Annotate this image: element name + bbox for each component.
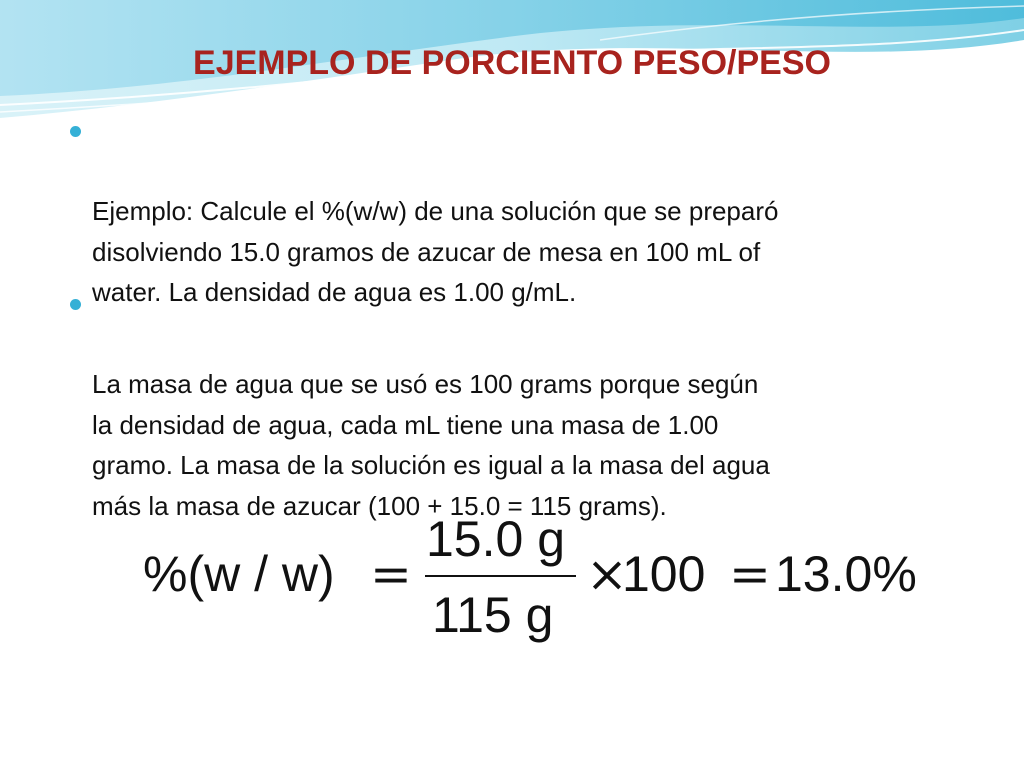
slide-title: EJEMPLO DE PORCIENTO PESO/PESO [193, 44, 831, 82]
fraction-bar [425, 575, 576, 577]
formula-factor: 100 [622, 546, 706, 602]
formula-result: 13.0% [775, 546, 917, 602]
formula-lhs: %(w / w) [143, 546, 335, 602]
bullet-text: La masa de agua que se usó es 100 grams porque según la densidad de agua, cada mL tiene una masa de 1.00 gramo. La masa de la solución es igual a la masa del agua más la masa de azucar (100 + 15.0 = 115 grams). [92, 369, 770, 521]
formula-numerator: 15.0 g [426, 511, 566, 567]
bullet-text: Ejemplo: Calcule el %(w/w) de una solución que se preparó disolviendo 15.0 gramos de azucar de mesa en 100 mL of water. La densidad de agua es 1.00 g/mL. [92, 196, 779, 307]
formula-equals: = [370, 545, 412, 603]
formula-times: × [586, 545, 628, 603]
formula-equals: = [729, 545, 771, 603]
formula-denominator: 115 g [432, 587, 554, 643]
